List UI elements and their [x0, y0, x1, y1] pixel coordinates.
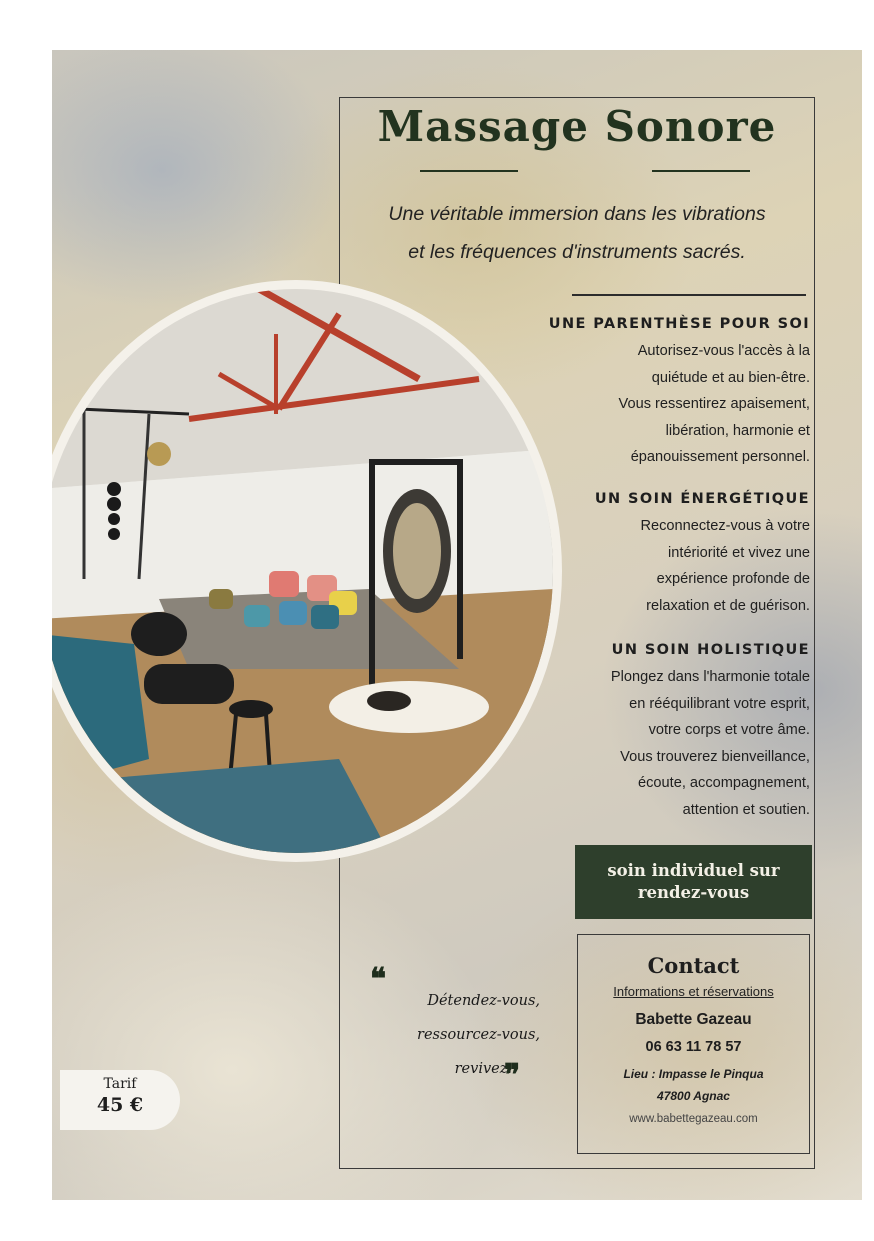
address-line-2: 47800 Agnac — [657, 1089, 730, 1103]
contact-name: Babette Gazeau — [635, 1011, 752, 1028]
section-line: en rééquilibrant votre esprit, — [629, 695, 810, 712]
quote-line-1: Détendez-vous, — [427, 993, 540, 1009]
address-line-1: Lieu : Impasse le Pinqua — [623, 1067, 764, 1081]
page-title: Massage Sonore — [377, 102, 777, 151]
section-line: attention et soutien. — [682, 801, 810, 818]
price-value: 45 € — [96, 1094, 144, 1116]
section-line: épanouissement personnel. — [630, 449, 810, 465]
price-label: Tarif — [103, 1076, 137, 1092]
section-line: expérience profonde de — [656, 571, 810, 587]
contact-address — [578, 1063, 809, 1107]
section-text — [510, 338, 810, 471]
section-line: écoute, accompagnement, — [638, 775, 810, 791]
quote-line-2: ressourcez-vous, — [417, 1027, 540, 1043]
cta-line-2: rendez-vous — [637, 883, 750, 902]
flyer — [52, 50, 862, 1200]
section-line: Reconnectez-vous à votre — [640, 518, 810, 534]
section-heading: UNE PARENTHÈSE POUR SOI — [548, 316, 810, 332]
section-line: Vous trouverez bienveillance, — [620, 748, 810, 765]
section-line: Autorisez-vous l'accès à la — [637, 343, 810, 359]
section-line: Vous ressentirez apaisement, — [618, 396, 810, 412]
appointment-banner — [575, 845, 812, 919]
contact-website[interactable]: www.babettegazeau.com — [629, 1113, 758, 1125]
section-heading: UN SOIN HOLISTIQUE — [611, 642, 810, 658]
section-line: intériorité et vivez une — [668, 544, 810, 561]
price-tag — [60, 1070, 180, 1130]
subtitle-line-2: et les fréquences d'instruments sacrés. — [408, 241, 746, 263]
room-photo — [52, 280, 562, 862]
contact-phone[interactable]: 06 63 11 78 57 — [645, 1039, 742, 1055]
contact-title: Contact — [647, 953, 740, 978]
cta-line-1: soin individuel sur — [607, 861, 780, 880]
section-line: libération, harmonie et — [665, 422, 810, 439]
quote-line-3: revivez. — [454, 1061, 512, 1077]
section-line: votre corps et votre âme. — [648, 722, 810, 738]
title-rule-right — [652, 170, 750, 172]
section-line: quiétude et au bien-être. — [651, 369, 810, 386]
quote-close-icon: ❞ — [504, 1058, 521, 1093]
section-line: relaxation et de guérison. — [646, 597, 810, 614]
contact-info-label: Informations et réservations — [613, 984, 774, 999]
room-photo-illustration — [52, 289, 553, 853]
title-rule-left — [420, 170, 518, 172]
section-parenthese — [510, 316, 810, 471]
section-line: Plongez dans l'harmonie totale — [610, 669, 810, 685]
contact-box — [577, 934, 810, 1154]
subtitle-line-1: Une véritable immersion dans les vibrations — [388, 203, 766, 225]
section-rule — [572, 294, 806, 296]
subtitle — [344, 195, 810, 271]
quote-open-icon: ❝ — [370, 962, 387, 997]
section-heading: UN SOIN ÉNERGÉTIQUE — [594, 491, 810, 507]
